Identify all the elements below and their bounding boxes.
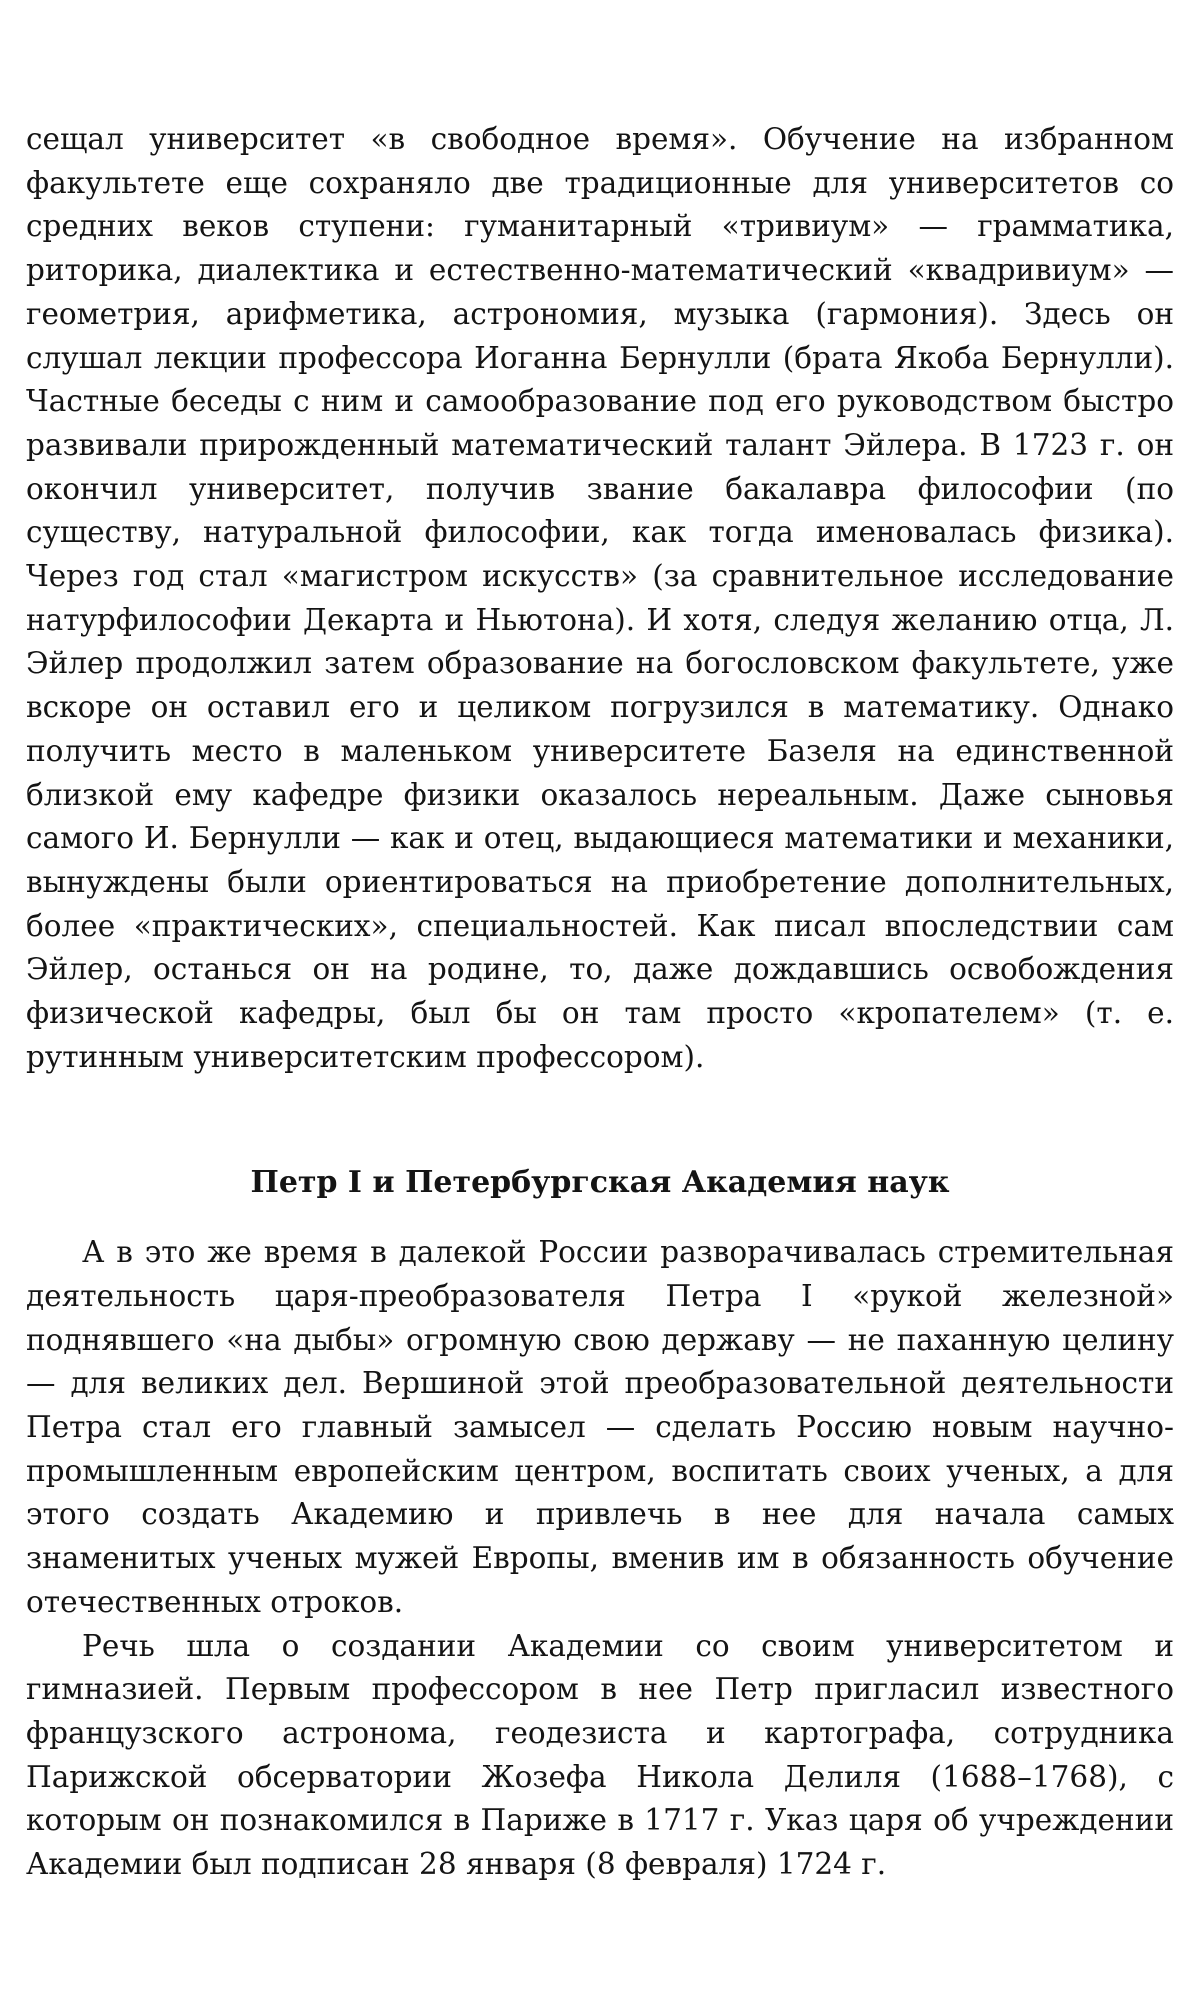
paragraph-peter-reforms: А в это же время в далекой России разворачивалась стремительная деятельность царя-преобразователя Петра I «рукой железной» поднявшего «на дыбы» огромную свою державу — не паханную целину — для великих дел. Вершиной этой преобразовательной деятельности Петра стал его главный замысел — сделать Россию новым научно-промышленным европейским центром, воспитать своих ученых, а для этого создать Академию и привлечь в нее для начала самых знаменитых ученых мужей Европы, вменив им в обязанность обучение отечественных отроков. (26, 1235, 1174, 1619)
section-heading: Петр I и Петербургская Академия наук (250, 1165, 950, 1201)
paragraph-euler-education: сещал университет «в свободное время». Обучение на избранном факультете еще сохраняло две традиционные для университетов со средних веков ступени: гуманитарный «тривиум» — грамматика, риторика, диалектика и естественно-математический «квадривиум» — геометрия, арифметика, астрономия, музыка (гармония). Здесь он слушал лекции профессора Иоганна Бернулли (брата Якоба Бернулли). Частные беседы с ним и самообразование под его руководством быстро развивали прирожденный математический талант Эйлера. В 1723 г. он окончил университет, получив звание бакалавра философии (по существу, натуральной философии, как тогда именовалась физика). Через год стал «магистром искусств» (за сравнительное исследование натурфилософии Декарта и Ньютона). И хотя, следуя желанию отца, Л. Эйлер продолжил затем образование на богословском факультете, уже вскоре он оставил его и целиком погрузился в математику. Однако получить место в маленьком университете Базеля на единственной близкой ему кафедре физики оказалось нереальным. Даже сыновья самого И. Бернулли — как и отец, выдающиеся математики и механики, вынуждены были ориентироваться на приобретение дополнительных, более «практических», специальностей. Как писал впоследствии сам Эйлер, останься он на родине, то, даже дождавшись освобождения физической кафедры, был бы он там просто «кропателем» (т. е. рутинным университетским профессором). (26, 122, 1174, 1074)
paragraph-academy-founding: Речь шла о создании Академии со своим университетом и гимназией. Первым профессором в нее Петр пригласил известного французского астронома, геодезиста и картографа, сотрудника Парижской обсерватории Жозефа Никола Делиля (1688–1768), с которым он познакомился в Париже в 1717 г. Указ царя об учреждении Академии был подписан 28 января (8 февраля) 1724 г. (26, 1628, 1174, 1882)
document-page (26, 118, 1174, 1887)
